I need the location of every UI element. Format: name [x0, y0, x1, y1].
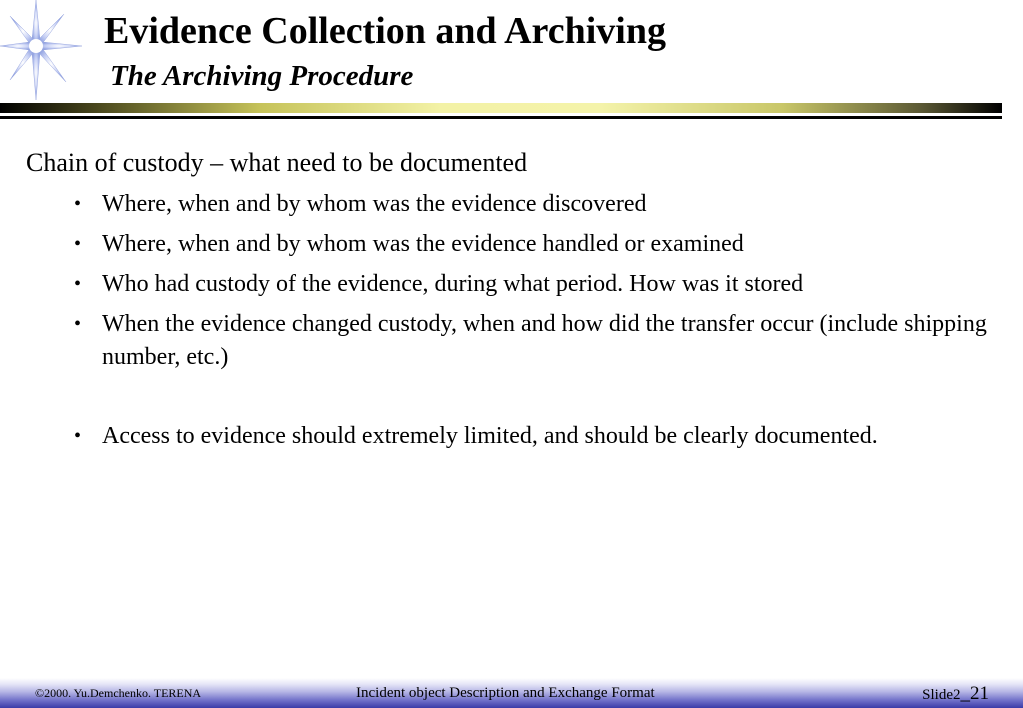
bullet-text: Where, when and by whom was the evidence discovered	[102, 191, 647, 217]
starburst-logo-icon	[0, 0, 84, 104]
bullet-icon: •	[74, 233, 82, 255]
bullet-item	[74, 268, 1007, 301]
bullet-item	[74, 308, 1007, 374]
bullet-icon: •	[74, 425, 82, 447]
footer-title: Incident object Description and Exchange Format	[356, 685, 655, 701]
bullet-item	[74, 420, 1007, 453]
bullet-icon: •	[74, 313, 82, 335]
footer-copyright: ©2000. Yu.Demchenko. TERENA	[35, 686, 202, 700]
bullet-icon: •	[74, 273, 82, 295]
slide-subtitle: The Archiving Procedure	[110, 60, 414, 92]
footer-slide-number	[922, 683, 989, 705]
bullet-text: When the evidence changed custody, when and how did the transfer occur (include shipping number, etc.)	[102, 311, 987, 370]
slide-number-prefix: Slide2	[922, 687, 961, 703]
bullet-item	[74, 188, 1007, 221]
bullet-item	[74, 228, 1007, 261]
header-divider-gradient	[0, 103, 1002, 113]
bullet-text: Who had custody of the evidence, during what period. How was it stored	[102, 271, 804, 297]
header-divider-line	[0, 116, 1002, 119]
slide-footer	[0, 678, 1023, 708]
slide-number-value: _21	[960, 683, 989, 704]
slide-title: Evidence Collection and Archiving	[104, 10, 666, 52]
bullet-icon: •	[74, 193, 82, 215]
section-heading: Chain of custody – what need to be documented	[26, 148, 528, 177]
bullet-text: Access to evidence should extremely limited, and should be clearly documented.	[102, 423, 878, 449]
bullet-text: Where, when and by whom was the evidence handled or examined	[102, 231, 744, 257]
